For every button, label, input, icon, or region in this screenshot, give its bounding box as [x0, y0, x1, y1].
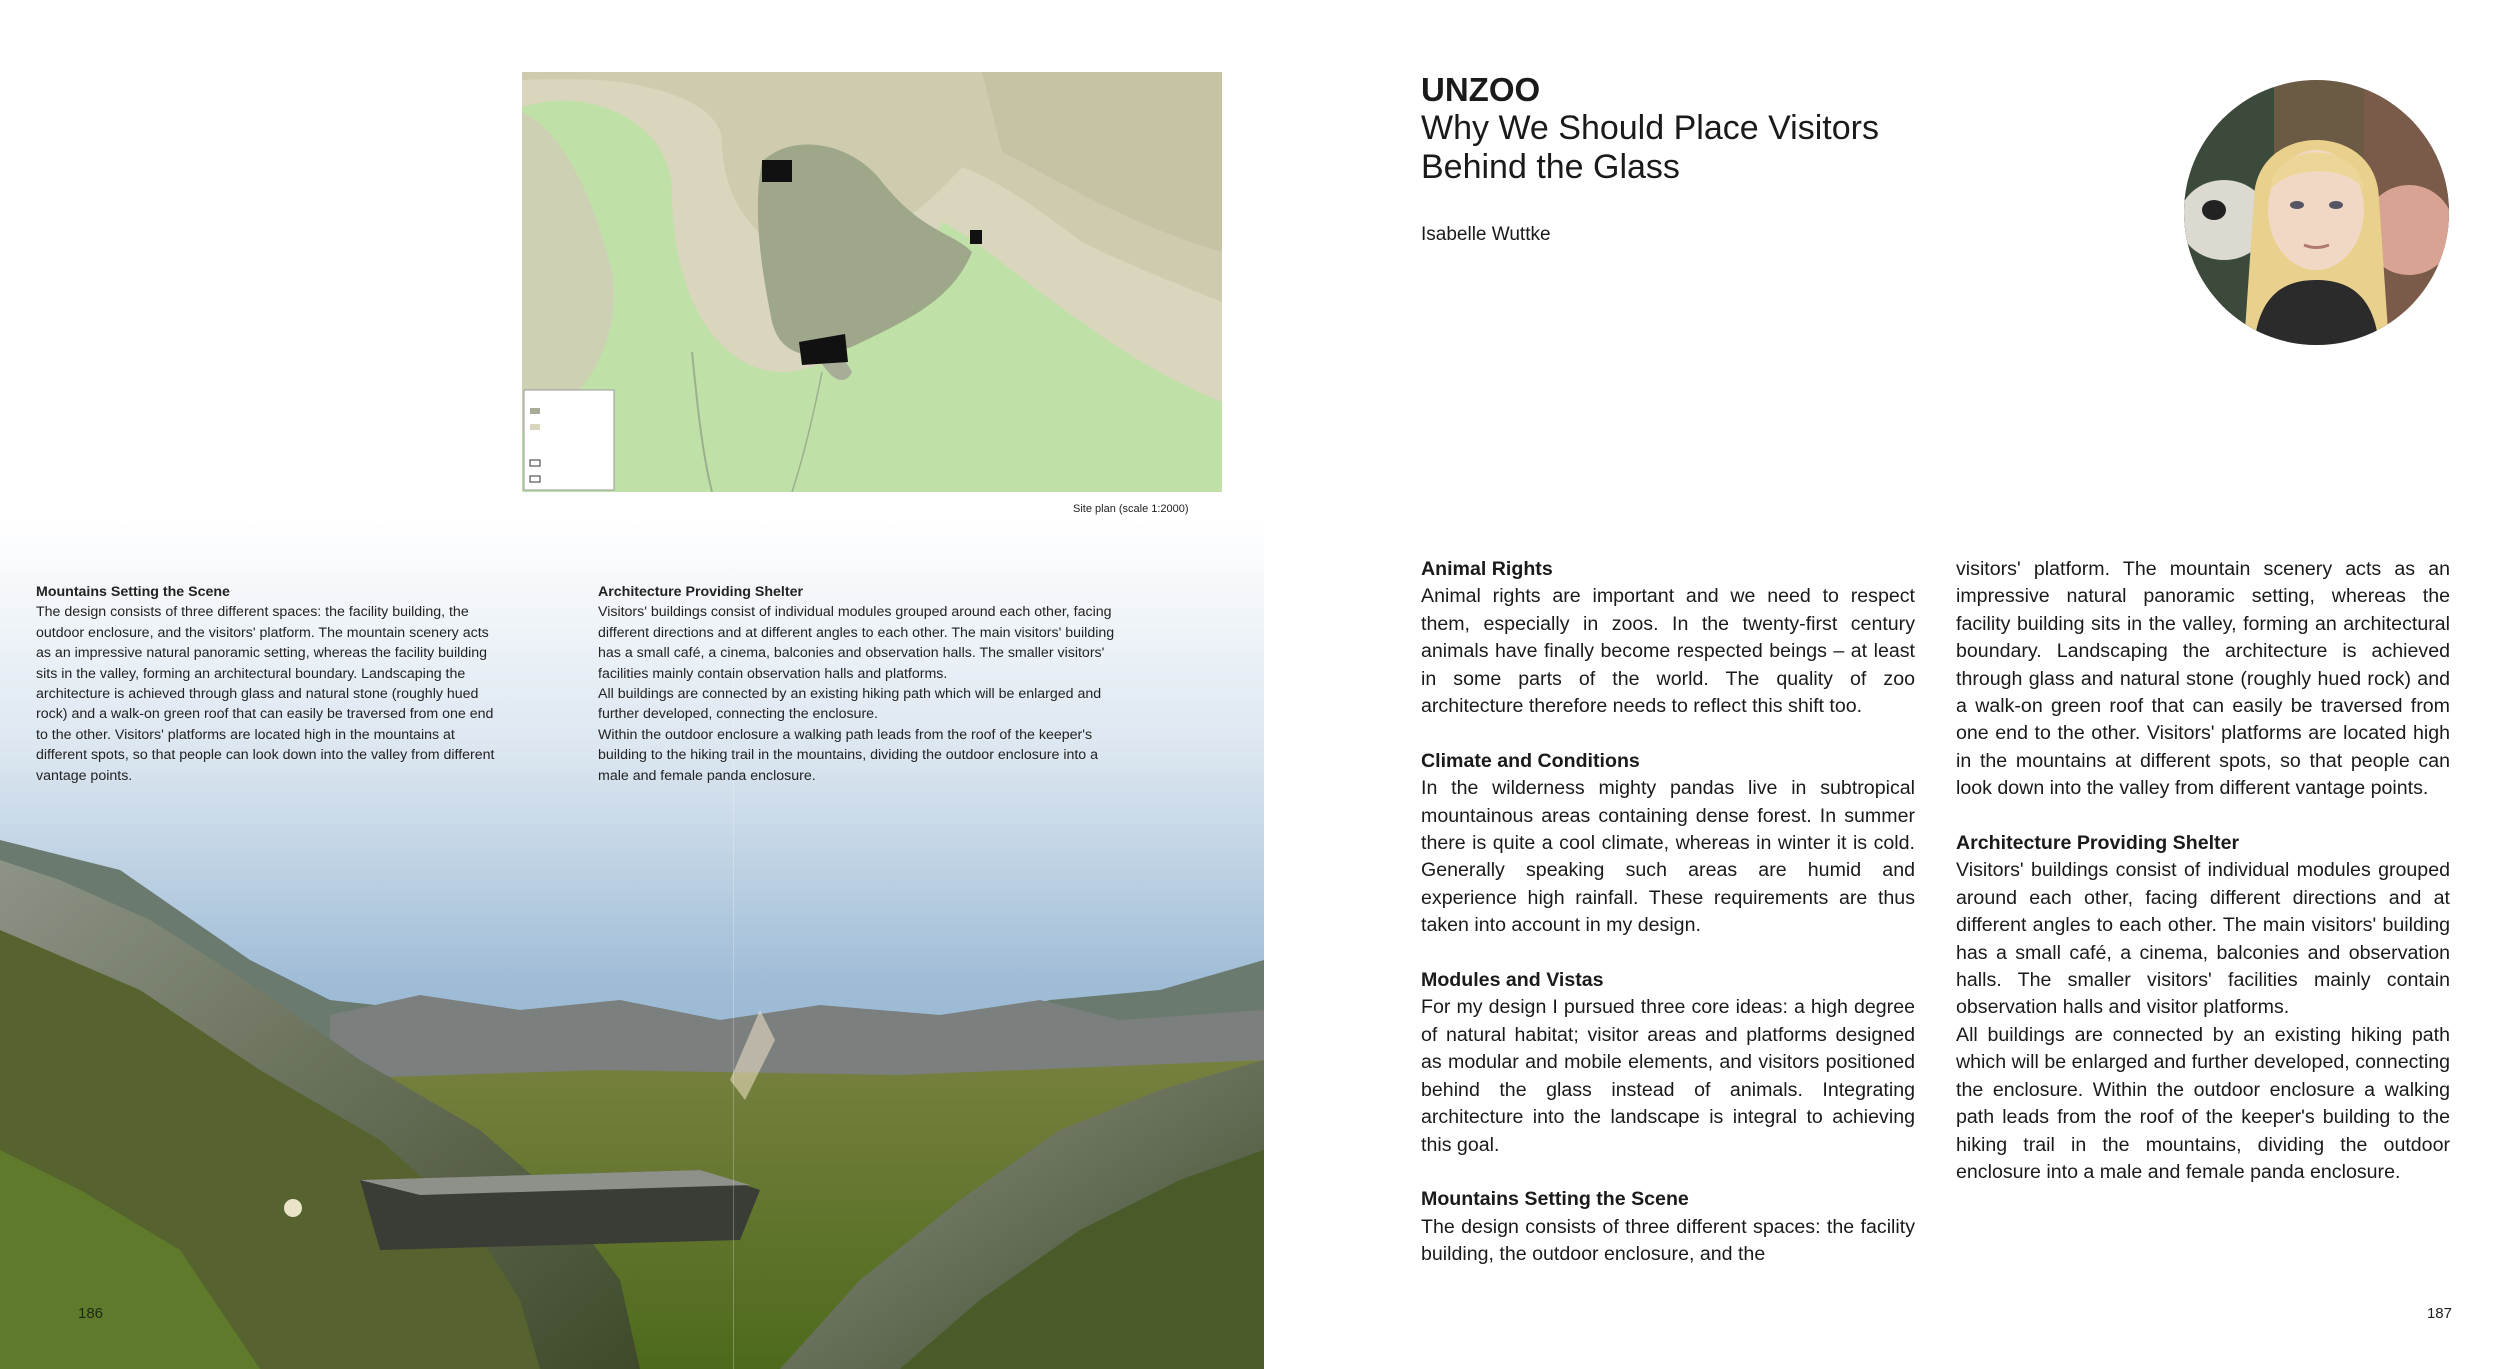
section-body: Visitors' buildings consist of individual modules grouped around each other, facing different directions and at different angles to each other. The main visitors' building has a small café, a cinema, balconies and observation halls. The smaller visitors' facilities mainly contain observation halls and visitor platforms. — [1956, 859, 2450, 1019]
right-column-1 — [1421, 556, 1915, 1269]
site-plan-caption: Site plan (scale 1:2000) — [1073, 503, 1189, 515]
section-body: All buildings are connected by an existing hiking path which will be enlarged and further developed, connecting the enclosure. Within the outdoor enclosure a walking path leads from the roof of the keeper's building to the hiking trail in the mountains, dividing the outdoor enclosure into a male and female panda enclosure. — [1956, 1023, 2450, 1183]
section-body: The design consists of three different spaces: the facility building, the outdoor enclosure, and the visitors' platform. The mountain scenery acts as an impressive natural panoramic setting, whereas the facility building sits in the valley, forming an architectural boundary. Landscaping the architecture is achieved through glass and natural stone (roughly hued rock) and a walk-on green roof that can easily be traversed from one end to the other. Visitors' platforms are located high in the mountains at different spots, so that people can look down into the valley from different vantage points. — [36, 604, 495, 784]
section-body: All buildings are connected by an existing hiking path which will be enlarged and further developed, connecting the enclosure. — [598, 686, 1102, 723]
page-number-left: 186 — [78, 1305, 104, 1322]
section-heading: Animal Rights — [1421, 558, 1553, 580]
section-body: For my design I pursued three core ideas: a high degree of natural habitat; visitor areas and platforms designed as modular and mobile elements, and visitors positioned behind the glass instead of animals. Integrating architecture into the landscape is integral to achieving this goal. — [1421, 996, 1915, 1156]
site-plan-map — [522, 72, 1222, 492]
section-heading: Climate and Conditions — [1421, 749, 1640, 772]
section-body: Visitors' buildings consist of individual modules grouped around each other, facing different directions and at different angles to each other. The main visitors' building has a small café, a cinema, balconies and observation halls. The smaller visitors' facilities mainly contain observation halls and platforms. — [598, 604, 1115, 682]
project-title: UNZOO — [1421, 71, 1541, 108]
author-name: Isabelle Wuttke — [1421, 224, 1551, 245]
author-portrait — [2184, 80, 2449, 345]
section-body: visitors' platform. The mountain scenery acts as an impressive natural panoramic setting, whereas the facility building sits in the valley, forming an architectural boundary. Landscaping the architecture is achieved through glass and natural stone (roughly hued rock) and a walk-on green roof that can easily be traversed from one end to the other. Visitors' platforms are located high in the mountains at different spots, so that people can look down into the valley from different vantage points. — [1956, 558, 2450, 800]
section-body: The design consists of three different spaces: the facility building, the outdoor enclosure, and the — [1421, 1215, 1915, 1266]
section-body: In the wilderness mighty pandas live in subtropical mountainous areas containing dense forest. In summer there is quite a cool climate, whereas in winter it is cold. Generally speaking such areas are humid and experience high rainfall. These requirements are thus taken into account in my design. — [1421, 777, 1915, 937]
article-headline: Why We Should Place Visitors Behind the Glass — [1421, 109, 1879, 186]
right-column-2 — [1956, 556, 2450, 1186]
right-page — [1264, 0, 2500, 1369]
section-heading: Modules and Vistas — [1421, 969, 1604, 992]
left-column-1 — [36, 582, 496, 786]
page-number-right: 187 — [2426, 1305, 2452, 1322]
section-body: Animal rights are important and we need to respect them, especially in zoos. In the twenty-first century animals have finally become respected beings – at least in some parts of the world. The quality of zoo architecture therefore needs to reflect this shift too. — [1421, 585, 1915, 718]
left-column-2 — [598, 582, 1120, 786]
section-heading: Mountains Setting the Scene — [36, 584, 230, 600]
section-heading: Mountains Setting the Scene — [1421, 1188, 1689, 1211]
section-heading: Architecture Providing Shelter — [598, 584, 803, 600]
section-body: Within the outdoor enclosure a walking path leads from the roof of the keeper's building to the hiking trail in the mountains, dividing the outdoor enclosure into a male and female panda enclosure. — [598, 726, 1099, 784]
section-heading: Architecture Providing Shelter — [1956, 832, 2240, 855]
